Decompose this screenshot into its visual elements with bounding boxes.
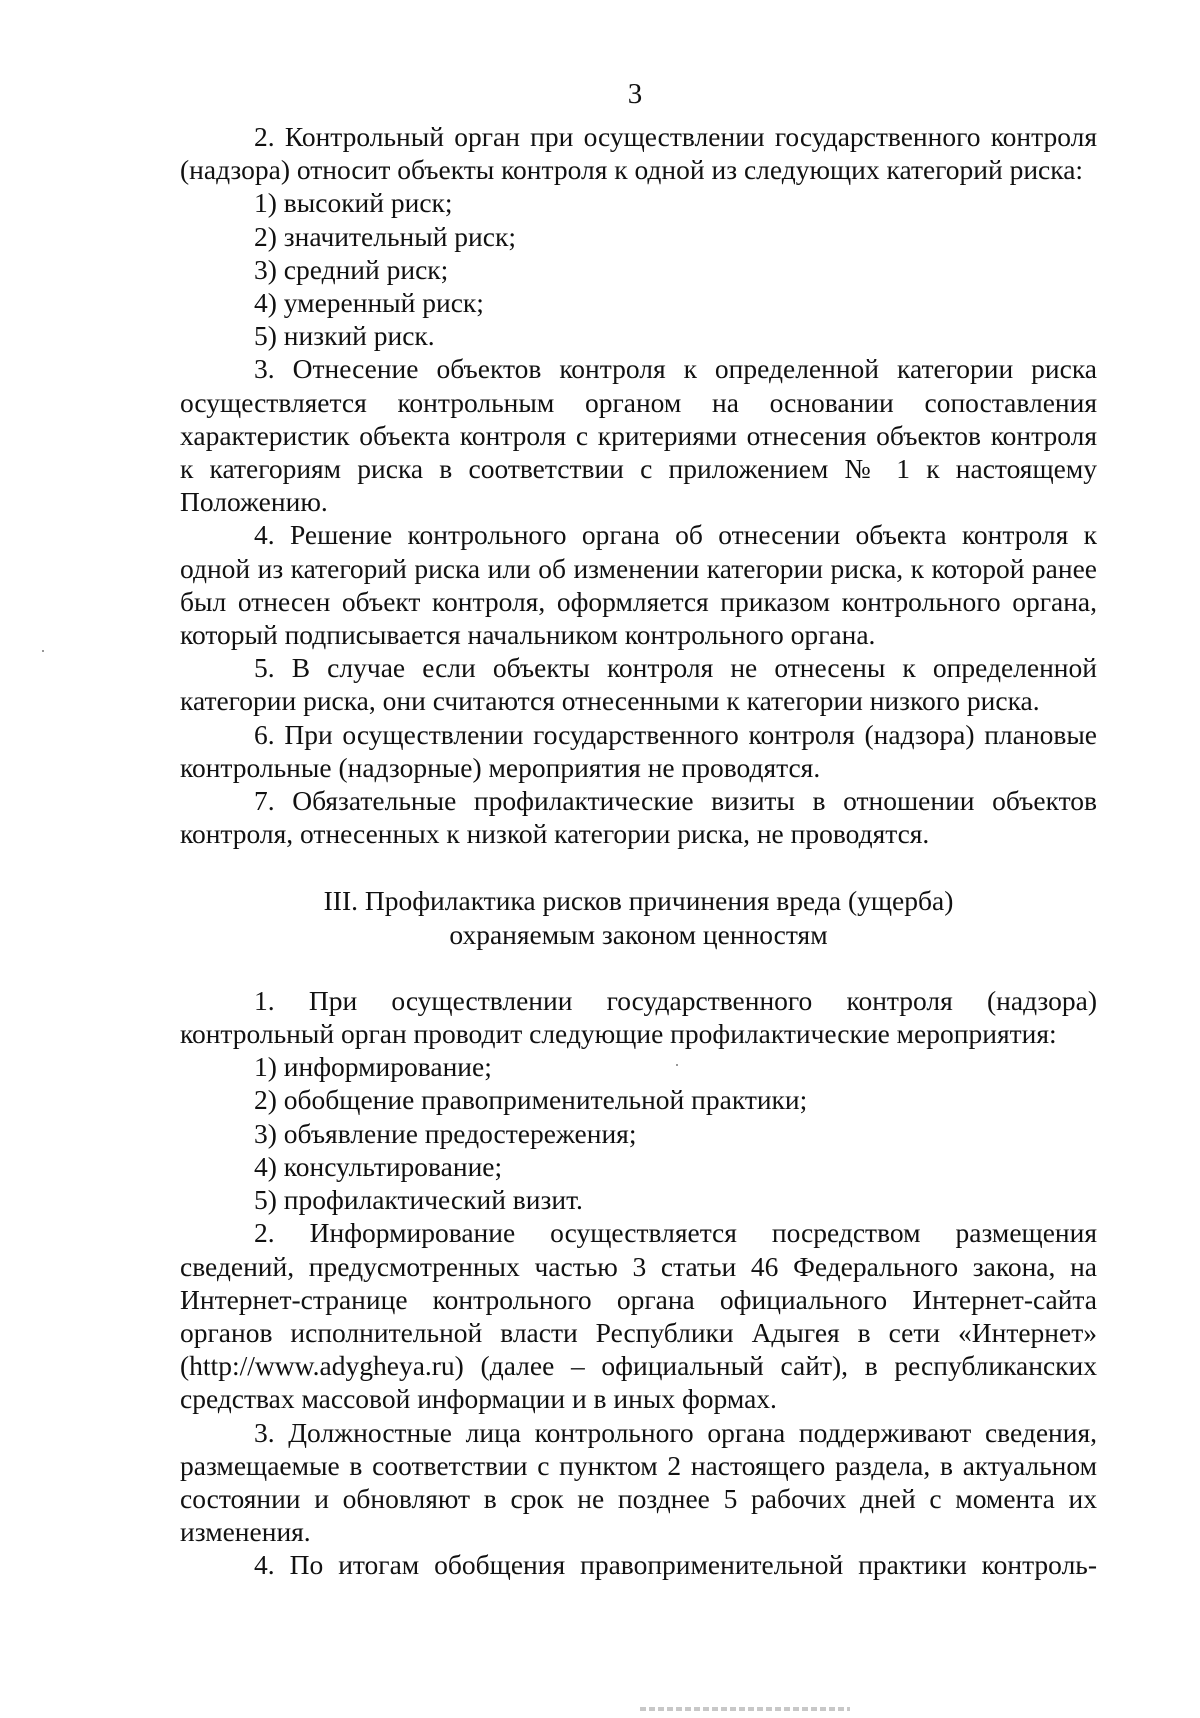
risk-item-significant: 2) значительный риск; bbox=[254, 220, 516, 252]
measure-item-generalization: 2) обобщение правоприменительной практики; bbox=[254, 1084, 808, 1116]
paragraph-no-mandatory-visits: 7. Обязательные профилактические визиты в отношении объектов контроля, отнесенных к низкой категории риска, не проводятся. bbox=[180, 785, 1097, 850]
section-heading bbox=[180, 884, 1097, 950]
risk-item-high: 1) высокий риск; bbox=[254, 187, 453, 219]
measure-item-consulting: 4) консультирование; bbox=[254, 1150, 503, 1182]
page-number: 3 bbox=[627, 78, 643, 110]
risk-item-low: 5) низкий риск. bbox=[254, 320, 435, 352]
paragraph-no-planned-measures: 6. При осуществлении государственного контроля (надзора) плановые контрольные (надзорные) мероприятия не проводятся. bbox=[180, 718, 1097, 783]
measure-item-warning: 3) объявление предостережения; bbox=[254, 1117, 637, 1149]
paragraph-preventive-measures: 1. При осуществлении государственного контроля (надзора) контрольный орган проводит следующие профилактические мероприятия: bbox=[180, 984, 1097, 1050]
paragraph-risk-categories: 2. Контрольный орган при осуществлении государственного контроля (надзора) относит объекты контроля к одной из следующих категорий риска: bbox=[180, 121, 1097, 186]
section-heading-line-1: III. Профилактика рисков причинения вреда (ущерба) bbox=[323, 885, 954, 917]
paragraph-default-low-risk: 5. В случае если объекты контроля не отнесены к определенной категории риска, они считаются отнесенными к категории низкого риска. bbox=[180, 652, 1097, 717]
paragraph-risk-decision: 4. Решение контрольного органа об отнесении объекта контроля к одной из категорий риска или об изменении категории риска, к которой ранее был отнесен объект контроля, оформляется приказом контрольного органа, который подписывается начальником контрольного органа. bbox=[180, 519, 1097, 651]
section-heading-line-2: охраняемым законом ценностям bbox=[449, 918, 828, 950]
paragraph-practice-results: 4. По итогам обобщения правоприменительной практики контроль- bbox=[254, 1549, 1097, 1581]
paragraph-risk-assignment: 3. Отнесение объектов контроля к определенной категории риска осуществляется контрольным органом на основании сопоставления характеристик объекта контроля с критериями отнесения объектов контроля к категориям риска в соответствии с приложением № 1 к настоящему Положению. bbox=[180, 353, 1097, 518]
scan-artifact bbox=[640, 1707, 850, 1711]
paragraph-officials-update: 3. Должностные лица контрольного органа поддерживают сведения, размещаемые в соответствии с пунктом 2 настоящего раздела, в актуальном состоянии и обновляют в срок не позднее 5 рабочих дней с момента их изменения. bbox=[180, 1416, 1097, 1548]
measure-item-informing: 1) информирование; bbox=[254, 1051, 492, 1083]
measure-item-visit: 5) профилактический визит. bbox=[254, 1184, 583, 1216]
risk-item-medium: 3) средний риск; bbox=[254, 253, 449, 285]
risk-item-moderate: 4) умеренный риск; bbox=[254, 287, 484, 319]
paragraph-informing: 2. Информирование осуществляется посредством размещения сведений, предусмотренных частью 3 статьи 46 Федерального закона, на Интернет-странице контрольного органа официального Интернет-сайта органов исполнительной власти Республики Адыгея в сети «Интернет» (http://www.adygheya.ru) (далее – официальный сайт), в республиканских средствах массовой информации и в иных формах. bbox=[180, 1217, 1097, 1415]
scan-speck bbox=[42, 650, 44, 652]
document-body bbox=[180, 120, 1097, 1582]
scan-speck bbox=[676, 1064, 678, 1066]
